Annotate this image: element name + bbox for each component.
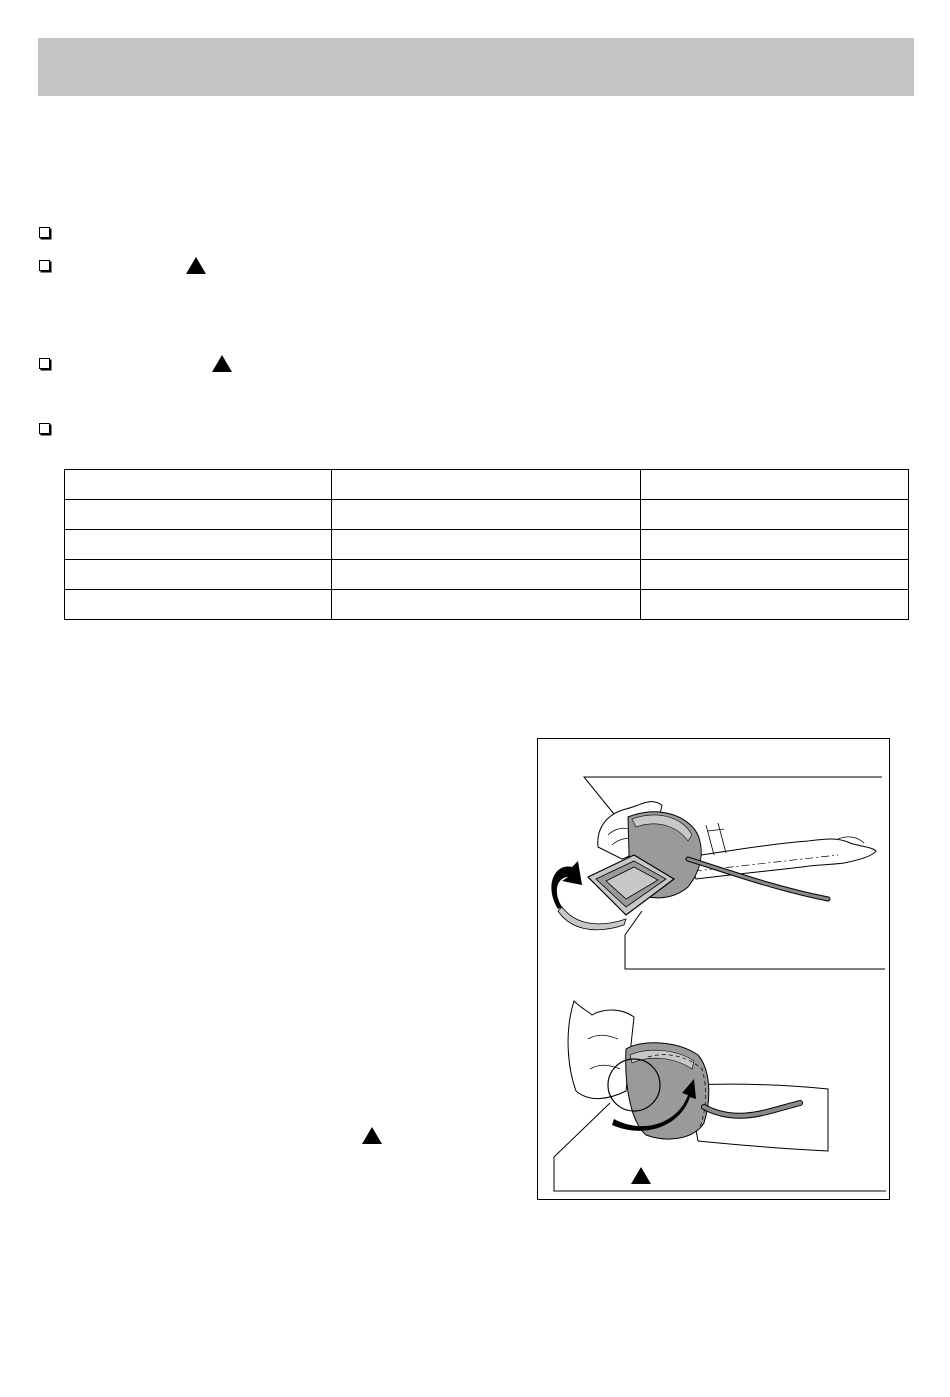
table-cell	[331, 560, 641, 590]
table-cell	[331, 500, 641, 530]
arrow-icon	[551, 861, 582, 909]
table-cell	[65, 590, 332, 620]
cuff-illustration	[538, 739, 891, 1201]
table-row	[65, 470, 909, 500]
table-row	[65, 560, 909, 590]
table-cell	[331, 470, 641, 500]
table-cell	[65, 560, 332, 590]
cuff-figure-open	[551, 777, 885, 969]
checkbox-icon	[39, 227, 50, 238]
checkbox-icon	[39, 358, 50, 369]
cuff-illustration-frame	[537, 738, 890, 1200]
table-cell	[641, 470, 909, 500]
table-row	[65, 590, 909, 620]
header-bar	[38, 38, 914, 96]
table-cell	[641, 500, 909, 530]
table-cell	[331, 530, 641, 560]
checkbox-icon	[39, 423, 50, 434]
warning-triangle-icon	[362, 1127, 382, 1144]
table-cell	[65, 470, 332, 500]
table-row	[65, 500, 909, 530]
table-cell	[641, 590, 909, 620]
warning-triangle-icon	[212, 355, 232, 372]
size-table	[64, 469, 909, 620]
table-cell	[65, 530, 332, 560]
checkbox-icon	[39, 260, 50, 271]
table-cell	[641, 530, 909, 560]
warning-triangle-icon	[631, 1167, 651, 1184]
table-cell	[641, 560, 909, 590]
table-cell	[65, 500, 332, 530]
cuff-figure-wrap	[554, 1001, 886, 1191]
warning-triangle-icon	[186, 257, 206, 274]
table-cell	[331, 590, 641, 620]
table-row	[65, 530, 909, 560]
